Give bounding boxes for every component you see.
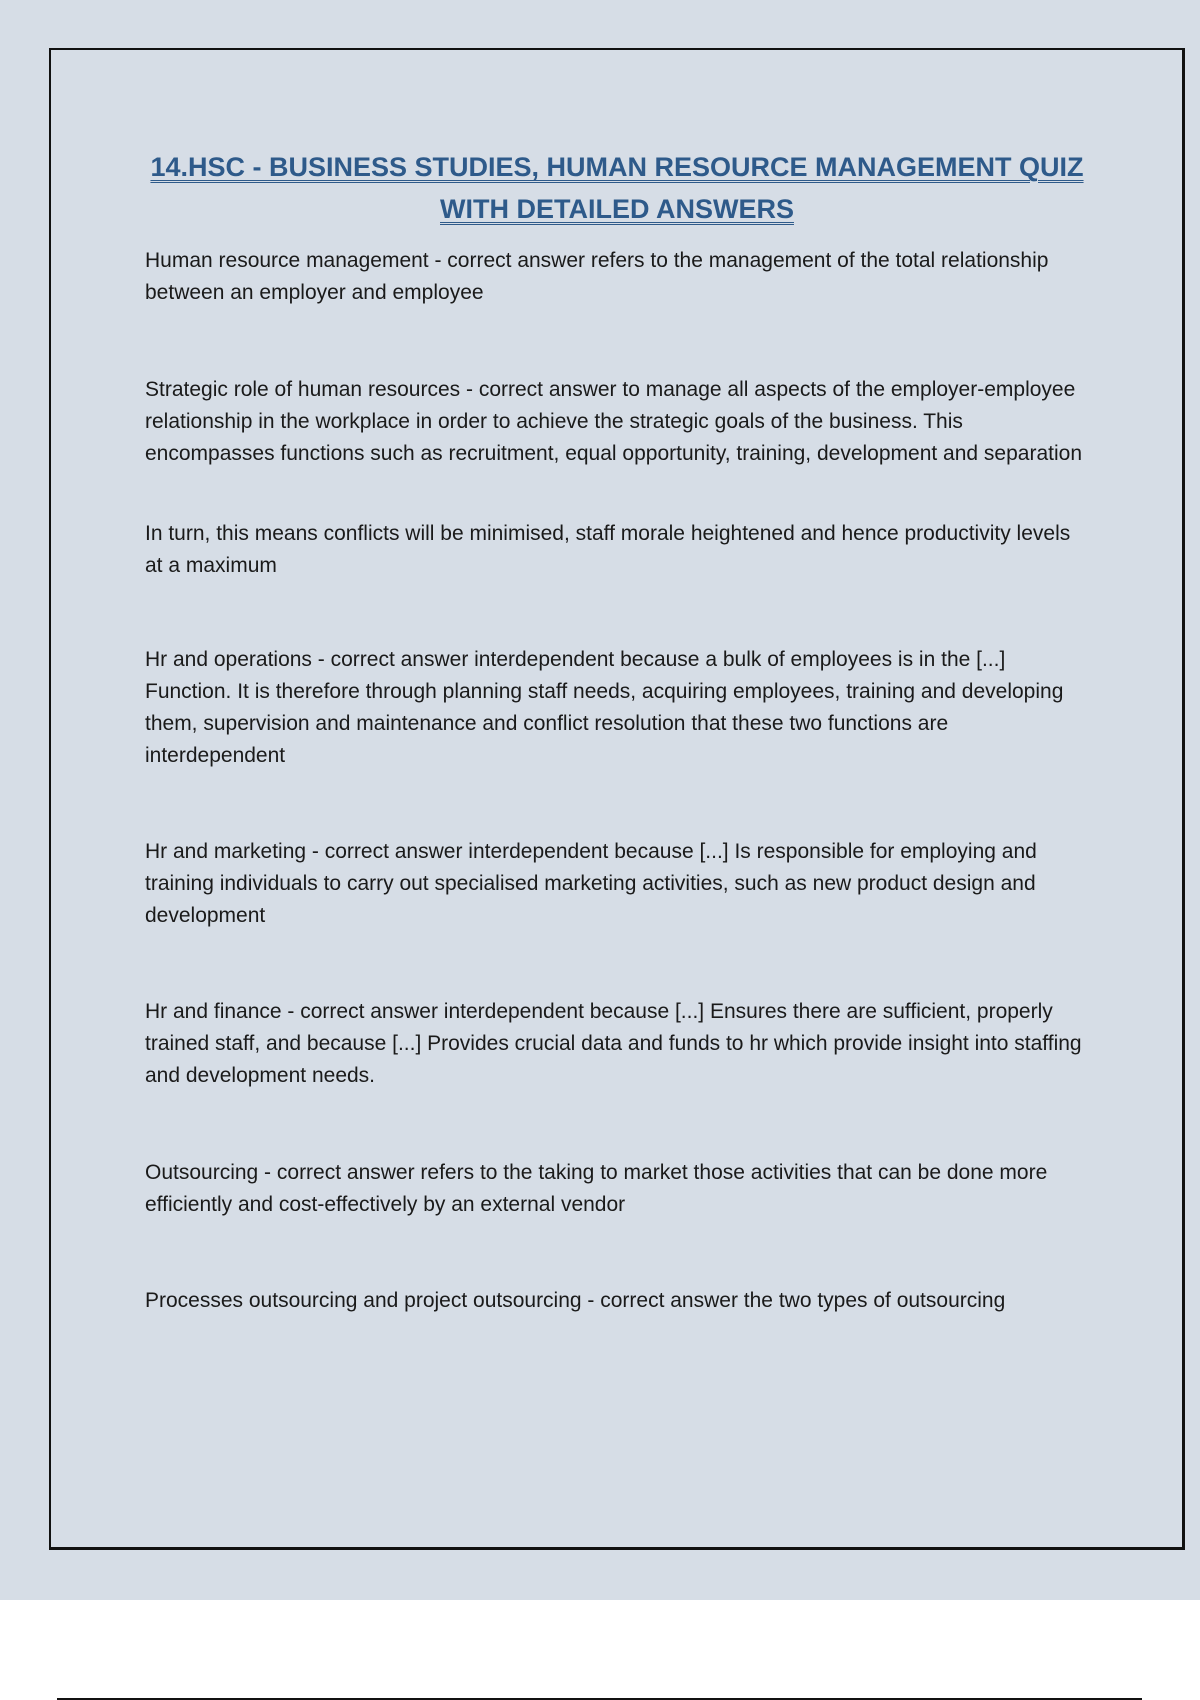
- document-title-line-1: 14.HSC - BUSINESS STUDIES, HUMAN RESOURCE MANAGEMENT QUIZ: [150, 152, 1084, 182]
- qa-entry-hr-marketing: Hr and marketing - correct answer interdependent because [...] Is responsible for employing and training individuals to carry out specialised marketing activities, such as new product design and development: [145, 840, 1037, 927]
- qa-entry-hr-operations: Hr and operations - correct answer interdependent because a bulk of employees is in the [...] Function. It is therefore through planning staff needs, acquiring employees, training and developing them, supervision and maintenance and conflict resolution that these two functions are interdependent: [145, 648, 1064, 767]
- document-title-line-2: WITH DETAILED ANSWERS: [440, 194, 794, 224]
- qa-entry-hrm: Human resource management - correct answer refers to the management of the total relationship between an employer and employee: [145, 249, 1049, 304]
- qa-entry-strategic-role: Strategic role of human resources - correct answer to manage all aspects of the employer-employee relationship in the workplace in order to achieve the strategic goals of the business. This encompasses functions such as recruitment, equal opportunity, training, development and separation: [145, 378, 1082, 465]
- qa-entry-strategic-role-continued: In turn, this means conflicts will be minimised, staff morale heightened and hence productivity levels at a maximum: [145, 522, 1071, 577]
- qa-entry-outsourcing-types: Processes outsourcing and project outsourcing - correct answer the two types of outsourcing: [145, 1289, 1006, 1312]
- qa-entry-hr-finance: Hr and finance - correct answer interdependent because [...] Ensures there are sufficient, properly trained staff, and because [...] Provides crucial data and funds to hr which provide insight into staffing and development needs.: [145, 1000, 1082, 1087]
- qa-entry-outsourcing: Outsourcing - correct answer refers to the taking to market those activities that can be done more efficiently and cost-effectively by an external vendor: [145, 1161, 1048, 1216]
- document-title: [130, 146, 1104, 230]
